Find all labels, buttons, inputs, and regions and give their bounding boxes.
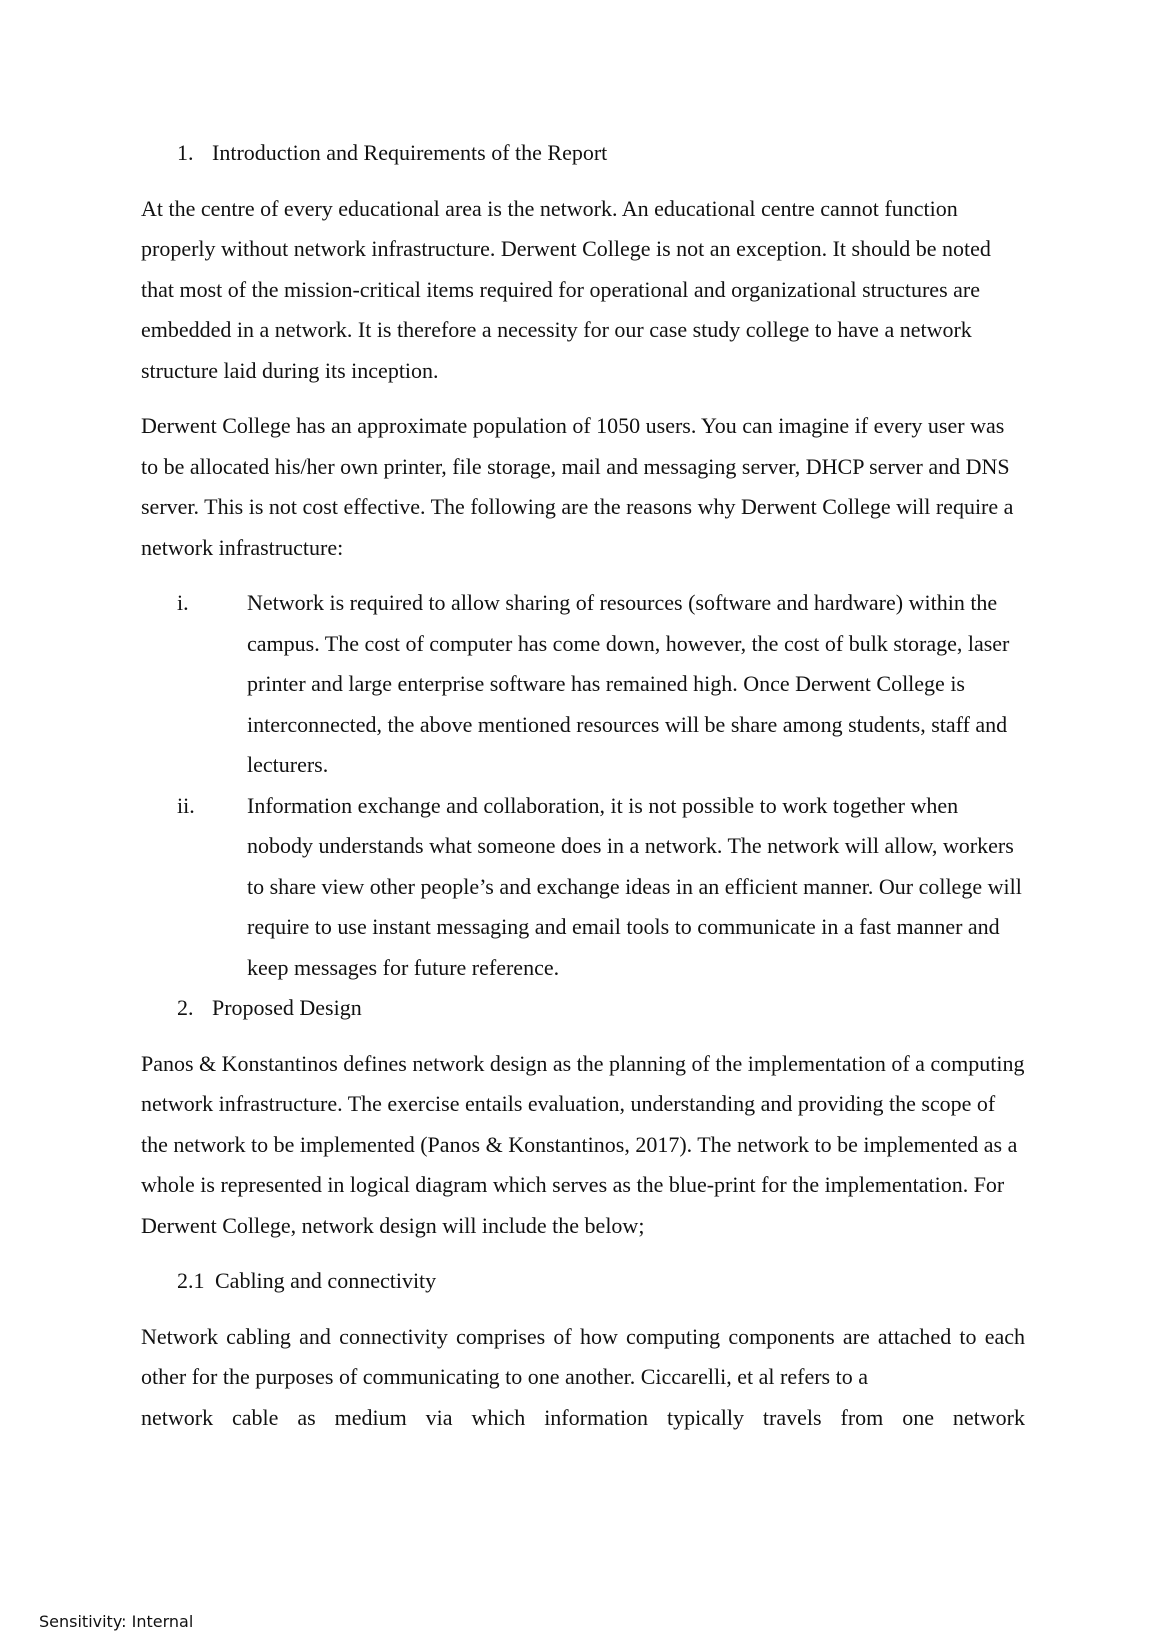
list-item	[141, 786, 1025, 989]
section-1-number: 1.	[177, 140, 194, 165]
section-2-1-number: 2.1	[177, 1268, 205, 1293]
list-item-text: Information exchange and collaboration, it is not possible to work together when nobody understands what someone does in a network. The network will allow, workers to share view other people’s and exchange ideas in an efficient manner. Our college will require to use instant messaging and email tools to communicate in a fast manner and keep messages for future reference.	[247, 792, 1022, 980]
list-item-text: Network is required to allow sharing of resources (software and hardware) within the campus. The cost of computer has come down, however, the cost of bulk storage, laser printer and large enterprise software has remained high. Once Derwent College is interconnected, the above mentioned resources will be share among students, staff and lecturers.	[247, 590, 1010, 777]
section-1-heading	[177, 133, 1025, 174]
sensitivity-label: Sensitivity: Internal	[39, 1612, 194, 1631]
section-2-1-title: Cabling and connectivity	[215, 1268, 437, 1293]
section-2-paragraph-1: Panos & Konstantinos defines network design as the planning of the implementation of a computing network infrastructure. The exercise entails evaluation, understanding and providing the scope of the network to be implemented (Panos & Konstantinos, 2017). The network to be implemented as a whole is represented in logical diagram which serves as the blue-print for the implementation. For Derwent College, network design will include the below;	[141, 1050, 1025, 1238]
section-2-heading	[177, 988, 1025, 1029]
section-2-title: Proposed Design	[212, 995, 362, 1020]
section-1-paragraph-2: Derwent College has an approximate population of 1050 users. You can imagine if every user was to be allocated his/her own printer, file storage, mail and messaging server, DHCP server and DNS server. This is not cost effective. The following are the reasons why Derwent College will require a network infrastructure:	[141, 413, 1014, 560]
section-2-1-paragraph-1-last-line: network cable as medium via which information typically travels from one network	[141, 1404, 1025, 1430]
section-2-1-paragraph-1: Network cabling and connectivity comprises of how computing components are attached to each other for the purposes of communicating to one another. Ciccarelli, et al refers to a	[141, 1323, 1025, 1389]
section-2-1-heading	[177, 1261, 1025, 1302]
section-1-title: Introduction and Requirements of the Report	[212, 140, 608, 165]
reasons-list	[141, 583, 1025, 988]
section-2-number: 2.	[177, 995, 194, 1020]
list-marker: ii.	[177, 792, 195, 818]
section-1-paragraph-1: At the centre of every educational area is the network. An educational centre cannot function properly without network infrastructure. Derwent College is not an exception. It should be noted that most of the mission-critical items required for operational and organizational structures are embedded in a network. It is therefore a necessity for our case study college to have a network structure laid during its inception.	[141, 195, 991, 383]
list-item	[141, 583, 1025, 786]
document-body	[141, 133, 1025, 1438]
list-marker: i.	[177, 590, 189, 615]
